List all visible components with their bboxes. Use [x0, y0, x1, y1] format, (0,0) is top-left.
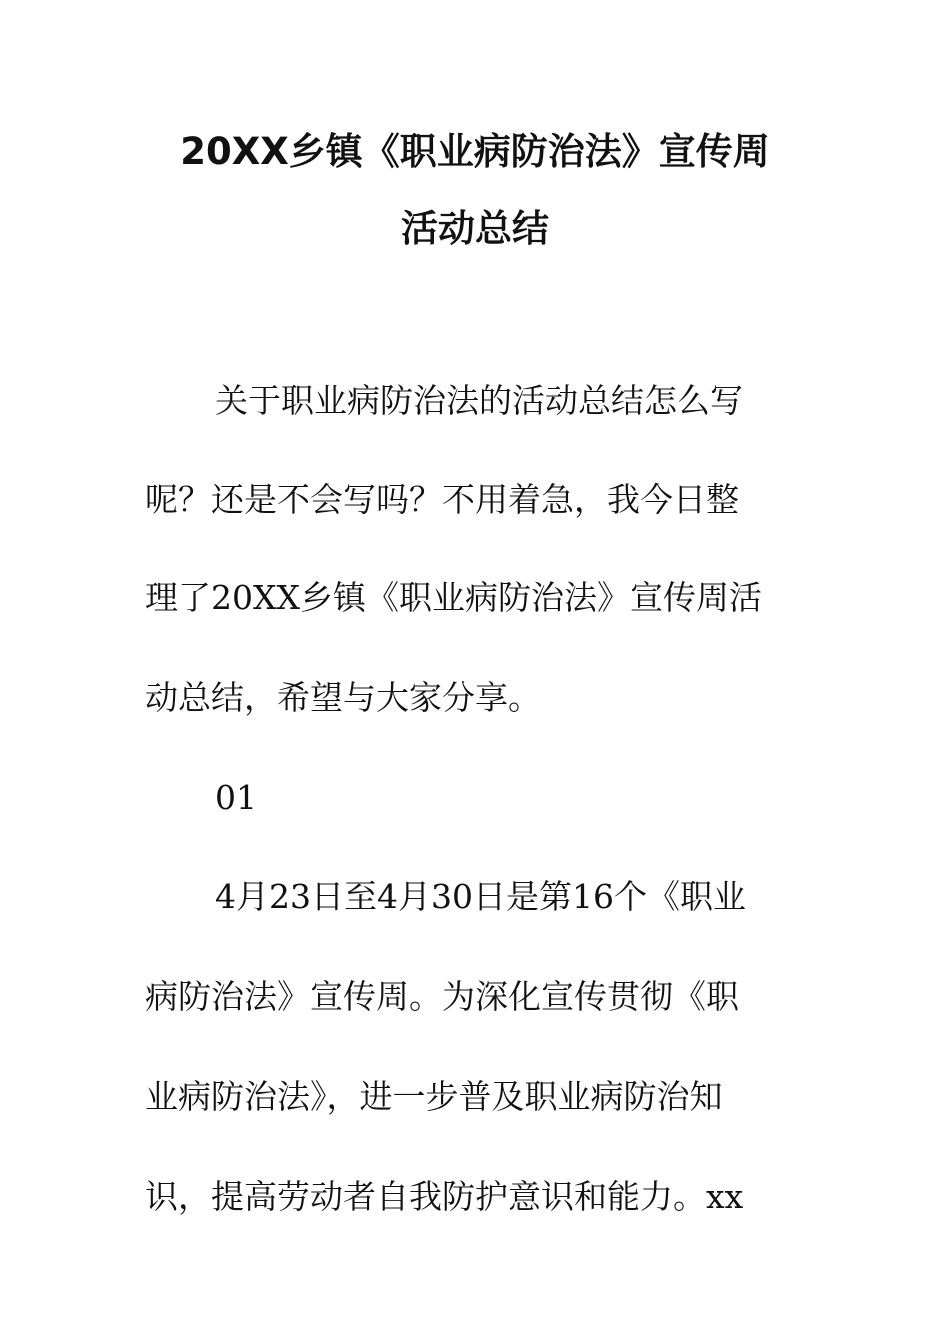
body-line-1: 关于职业病防治法的活动总结怎么写 — [215, 381, 743, 420]
body-line-9: 识，提高劳动者自我防护意识和能力。xx — [145, 1177, 744, 1216]
body-line-4: 动总结，希望与大家分享。 — [145, 678, 541, 717]
body-line-7: 病防治法》宣传周。为深化宣传贯彻《职 — [145, 977, 739, 1016]
document-title-line-2: 活动总结 — [401, 207, 549, 250]
body-line-8: 业病防治法》，进一步普及职业病防治知 — [145, 1077, 723, 1116]
body-line-3: 理了20XX乡镇《职业病防治法》宣传周活 — [145, 578, 762, 617]
section-number: 01 — [215, 778, 257, 817]
body-line-6: 4月23日至4月30日是第16个《职业 — [215, 877, 746, 916]
body-line-2: 呢？还是不会写吗？不用着急，我今日整 — [145, 480, 739, 519]
document-title-line-1: 20XX乡镇《职业病防治法》宣传周 — [180, 130, 770, 173]
